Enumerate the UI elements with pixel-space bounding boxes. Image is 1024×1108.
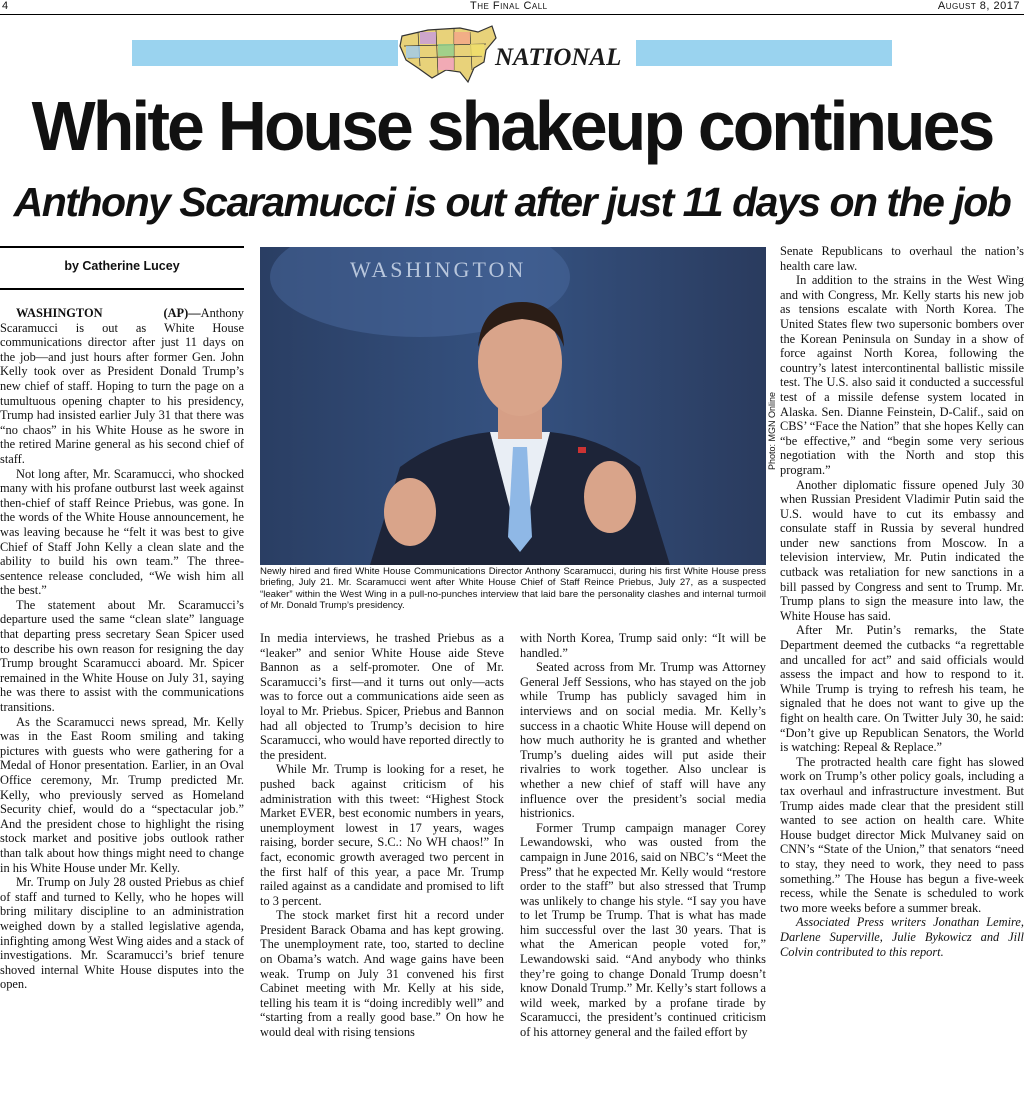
paragraph: The protracted health care fight has slowed work on Trump’s other policy goals, including a tax overhaul and infrastructure investment. But Trump aides made clear that the president still wanted to see action on health care. White House budget director Mick Mulvaney said on CNN’s “State of the Union,” that senators “need to stay, they need to work, they need to pass something.” The House has begun a five-week recess, while the Senate is scheduled to work two more weeks before a summer break. bbox=[780, 754, 1024, 915]
paragraph: Another diplomatic fissure opened July 30 when Russian President Vladimir Putin said the U.S. would have to cut its embassy and consulate staff in Russia by several hundred under new sanctions from Moscow. In a television interview, Mr. Putin indicated the cutback was retaliation for new sanctions in a bill passed by Congress and sent to Trump. Mr. Trump plans to sign the measure into law, the White House has said. bbox=[780, 477, 1024, 623]
paragraph: Seated across from Mr. Trump was Attorney General Jeff Sessions, who has stayed on the job while Trump has publicly savaged him in interviews and on social media. Mr. Kelly’s success in a chaotic White House will depend on how much authority he is granted and whether Trump’s dueling aides will put aside their rivalries to work together. Also unclear is whether a new chief of staff will have any influence over the president’s social media histrionics. bbox=[520, 660, 766, 821]
paragraph: Not long after, Mr. Scaramucci, who shocked many with his profane outburst last week against then-chief of staff Reince Priebus, was gone. In the words of the White House announcement, he was leaving because he “felt it was best to give Chief of Staff John Kelly a clean slate and the ability to build his own team.” The three-sentence release concluded, “We wish him all the best.” bbox=[0, 466, 244, 598]
dateline: WASHINGTON (AP)— bbox=[16, 306, 201, 320]
paragraph: In media interviews, he trashed Priebus as a “leaker” and senior White House aide Steve Bannon as a self-promoter. One of Mr. Scaramucci’s first—and it turns out only—acts was to force out a communications aide seen as loyal to Mr. Priebus. Spicer, Priebus and Bannon had all objected to Trump’s decision to hire Scaramucci, who would have reported directly to the president. bbox=[260, 631, 504, 762]
subheadline: Anthony Scaramucci is out after just 11 days on the job bbox=[13, 179, 1011, 225]
paragraph: Former Trump campaign manager Corey Lewandowski, who was ousted from the campaign in June 2016, said on NBC’s “Meet the Press” that he expected Mr. Kelly would “restore order to the staff” but also stressed that Trump was unlikely to change his style. “I say you have to let Trump be Trump. That is what has made him successful over the last 30 years. That is what the American people voted for,” Lewandowski said. “And anybody who thinks they’re going to change Donald Trump doesn’t know Donald Trump.” Mr. Kelly’s start follows a wild week, marked by a profane tirade by Scaramucci, the president’s continued criticism of his attorney general and the failed effort by bbox=[520, 820, 766, 1040]
paragraph: with North Korea, Trump said only: “It will be handled.” bbox=[520, 631, 766, 660]
byline: by Catherine Lucey bbox=[64, 259, 180, 273]
paragraph: After Mr. Putin’s remarks, the State Department deemed the cutbacks “a regrettable and uncalled for act” and said officials would assess the impact and how to respond to it. While Trump is trying to refresh his team, he signaled that he does not want to give up the fight on health care. On Twitter July 30, he said: “Don’t give up Republican Senators, the World is watching: Repeal & Replace.” bbox=[780, 623, 1024, 755]
section-bar-left bbox=[132, 40, 398, 66]
article-column-4 bbox=[780, 244, 1024, 1108]
publication-name: The Final Call bbox=[470, 0, 548, 12]
paragraph: The statement about Mr. Scaramucci’s departure used the same “clean slate” language that departing press secretary Sean Spicer used to describe his own reason for resigning the day Trump brought Scaramucci aboard. Mr. Spicer remained in the White House on July 31, saying he was there to assist with the communications transitions. bbox=[0, 597, 244, 715]
masthead bbox=[0, 0, 1024, 15]
paragraph: Anthony Scaramucci is out as White House communications director after just 11 days on the job—and just hours after former Gen. John Kelly took over as President Donald Trump’s new chief of staff. Hoping to turn the page on a tumultuous opening chapter to his presidency, Trump had insisted earlier July 31 that there was “no chaos” in his White House as he swore in the retired Marine general as his second chief of staff. bbox=[0, 306, 244, 466]
issue-date: August 8, 2017 bbox=[937, 0, 1020, 12]
page-number: 4 bbox=[2, 0, 9, 12]
paragraph: Mr. Trump on July 28 ousted Priebus as chief of staff and turned to Kelly, who he hopes will bring military discipline to an administration weighed down by a stalled legislative agenda, infighting among West Wing aides and a stack of investigations. Mr. Scaramucci’s brief tenure shoved internal White House disputes into the open. bbox=[0, 875, 244, 992]
press-briefing-photo bbox=[260, 247, 766, 565]
article-column-1 bbox=[0, 306, 244, 1106]
paragraph: The stock market first hit a record under President Barack Obama and has kept growing. The unemployment rate, too, started to decline on Obama’s watch. And wage gains have been weak. Trump on July 31 convened his first Cabinet meeting with Mr. Kelly at his side, telling his team it is “doing incredibly well” and “starting from a really good base.” On how he would deal with rising tensions bbox=[260, 908, 504, 1040]
article-column-3 bbox=[520, 631, 766, 1107]
paragraph: Senate Republicans to overhaul the nation’s health care law. bbox=[780, 244, 1024, 273]
paragraph: In addition to the strains in the West Wing and with Congress, Mr. Kelly starts his new job as tensions escalate with North Korea. The United States flew two supersonic bombers over the Korean Peninsula on Sunday in a show of force against North Korea, following the country’s latest intercontinental ballistic missile test. The U.S. also said it conducted a successful test of a missile defense system located in Alaska. Sen. Dianne Feinstein, D-Calif., said on CBS’ “Face the Nation” that she hopes Kelly can “be effective,” and “begin some very serious negotiation with the North and stop this program.” bbox=[780, 273, 1024, 477]
contributors-note: Associated Press writers Jonathan Lemire, Darlene Superville, Julie Bykowicz and Jill Colvin contributed to this report. bbox=[780, 915, 1024, 959]
photo-caption: Newly hired and fired White House Communications Director Anthony Scaramucci, during his first White House press briefing, July 21. Mr. Scaramucci went after White House Chief of Staff Reince Priebus, July 27, as a suspected “leaker” within the West Wing in a pull-no-punches interview that laid bare the personality clashes and internal turmoil of Mr. Donald Trump’s presidency. bbox=[260, 566, 766, 612]
paragraph: As the Scaramucci news spread, Mr. Kelly was in the East Room smiling and taking pictures with guests who were gathering for a Medal of Honor presentation. Earlier, in an Oval Office ceremony, Mr. Trump predicted Mr. Kelly, who previously served as Homeland Security chief, would do a “spectacular job.” And the president chose to highlight the rising stock market and positive jobs outlook rather than talk about how things might need to change in his White House under Mr. Kelly. bbox=[0, 714, 244, 875]
us-map-icon bbox=[398, 22, 498, 88]
section-label: NATIONAL bbox=[495, 44, 622, 71]
photo-sign-text: WASHINGTON bbox=[350, 257, 527, 282]
headline: White House shakeup continues bbox=[31, 87, 993, 165]
section-bar-right bbox=[636, 40, 892, 66]
paragraph: While Mr. Trump is looking for a reset, he pushed back against criticism of his administration with this tweet: “Highest Stock Market EVER, best economic numbers in years, unemployment lowest in 17 years, wages raising, border secure, S.C.: No WH chaos!” In fact, economic growth averaged two percent in the first half of this year, a pace Mr. Trump railed against as a candidate and promised to lift to 3 percent. bbox=[260, 762, 504, 908]
article-column-2 bbox=[260, 631, 504, 1107]
photo-credit: Photo: MGN Online bbox=[767, 391, 777, 470]
